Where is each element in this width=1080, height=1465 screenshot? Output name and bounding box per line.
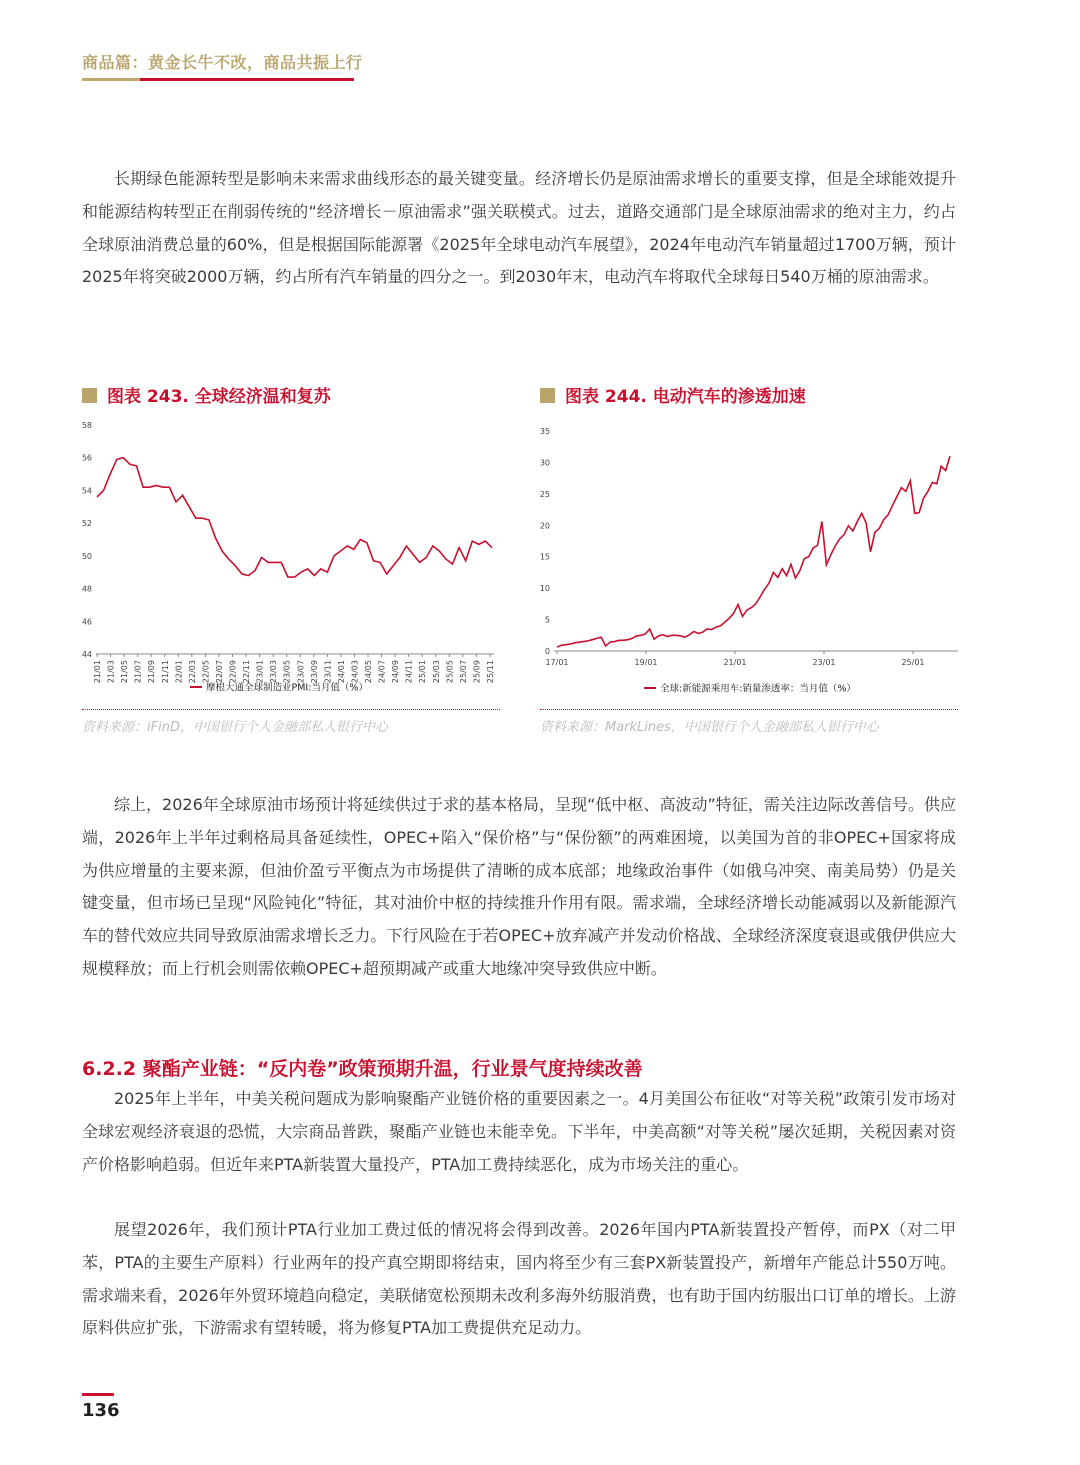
y-tick-label: 15 <box>540 552 550 562</box>
footer-accent-line <box>82 1393 114 1396</box>
chart-244-divider <box>540 709 958 710</box>
x-tick-label: 23/11 <box>323 660 333 684</box>
chart-243-title-text: 图表 243. 全球经济温和复苏 <box>107 387 331 407</box>
y-tick-label: 58 <box>82 421 92 430</box>
y-tick-label: 50 <box>82 551 92 561</box>
y-tick-label: 52 <box>82 519 92 529</box>
x-tick-label: 19/01 <box>634 658 658 667</box>
x-tick-label: 23/03 <box>269 660 279 684</box>
section-heading: 6.2.2 聚酯产业链：“反内卷”政策预期升温，行业景气度持续改善 <box>82 1058 643 1080</box>
header-title: 商品篇：黄金长牛不改，商品共振上行 <box>82 53 363 72</box>
y-tick-label: 35 <box>540 427 550 436</box>
chart-243-plot <box>82 414 502 704</box>
x-tick-label: 25/11 <box>485 660 495 684</box>
x-tick-label: 22/05 <box>201 660 211 684</box>
chart-243-source: 资料来源：iFinD，中国银行个人金融部私人银行中心 <box>82 720 388 735</box>
x-tick-label: 21/11 <box>160 660 170 684</box>
x-tick-label: 25/03 <box>431 660 441 684</box>
x-tick-label: 21/07 <box>133 660 143 684</box>
chart-243-title <box>82 382 331 407</box>
x-tick-label: 24/01 <box>336 660 346 684</box>
y-tick-label: 48 <box>82 584 92 594</box>
header-divider-accent <box>140 78 354 81</box>
x-tick-label: 25/01 <box>418 660 428 684</box>
x-tick-label: 22/11 <box>242 660 252 684</box>
y-tick-label: 25 <box>540 489 550 499</box>
header-divider <box>82 78 354 81</box>
y-tick-label: 56 <box>82 453 92 463</box>
title-square-icon <box>540 388 555 403</box>
y-tick-label: 10 <box>540 584 550 594</box>
x-tick-label: 24/09 <box>391 660 401 684</box>
paragraph-2: 综上，2026年全球原油市场预计将延续供过于求的基本格局，呈现“低中枢、高波动”特征，需关注边际改善信号。供应端，2026年上半年过剩格局具备延续性，OPEC+陷入“保价格”与“保份额”的两难困境，以美国为首的非OPEC+国家将成为供应增量的主要来源，但油价盈亏平衡点为市场提供了清晰的成本底部；地缘政治事件（如俄乌冲突、南美局势）仍是关键变量，但市场已呈现“风险钝化”特征，其对油价中枢的持续推升作用有限。需求端，全球经济增长动能减弱以及新能源汽车的替代效应共同导致原油需求增长乏力。下行风险在于若OPEC+放弃减产并发动价格战、全球经济深度衰退或俄伊供应大规模释放；而上行机会则需依赖OPEC+超预期减产或重大地缘冲突导致供应中断。 <box>82 795 956 978</box>
legend-label: 摩根大通全球制造业PMI:当月值（%） <box>206 682 368 694</box>
x-tick-label: 25/09 <box>472 660 482 684</box>
x-tick-label: 21/01 <box>93 660 102 684</box>
x-tick-label: 24/11 <box>404 660 414 684</box>
x-tick-label: 21/09 <box>147 660 157 684</box>
legend-label: 全球:新能源乘用车:销量渗透率：当月值（%） <box>660 683 856 695</box>
chart-244-source: 资料来源：MarkLines，中国银行个人金融部私人银行中心 <box>540 720 879 735</box>
x-tick-label: 24/03 <box>350 660 360 684</box>
chart-243-divider <box>82 709 500 710</box>
x-tick-label: 17/01 <box>545 658 569 667</box>
chart-244-plot <box>540 414 960 704</box>
title-square-icon <box>82 388 97 403</box>
paragraph-1: 长期绿色能源转型是影响未来需求曲线形态的最关键变量。经济增长仍是原油需求增长的重要支撑，但是全球能效提升和能源结构转型正在削弱传统的“经济增长－原油需求”强关联模式。过去，道路交通部门是全球原油需求的绝对主力，约占全球原油消费总量的60%，但是根据国际能源署《2025年全球电动汽车展望》，2024年电动汽车销量超过1700万辆，预计2025年将突破2000万辆，约占所有汽车销量的四分之一。到2030年末，电动汽车将取代全球每日540万桶的原油需求。 <box>82 169 956 287</box>
x-tick-label: 21/01 <box>723 658 747 667</box>
x-tick-label: 22/07 <box>214 660 224 684</box>
x-tick-label: 21/03 <box>106 660 116 684</box>
chart-244 <box>540 378 960 738</box>
x-tick-label: 22/01 <box>174 660 184 684</box>
x-tick-label: 24/07 <box>377 660 387 684</box>
chart-244-title <box>540 382 806 407</box>
paragraph-4: 展望2026年，我们预计PTA行业加工费过低的情况将会得到改善。2026年国内PTA新装置投产暂停，而PX（对二甲苯，PTA的主要生产原料）行业两年的投产真空期即将结束，国内将至少有三套PX新装置投产，新增年产能总计550万吨。需求端来看，2026年外贸环境趋向稳定，美联储宽松预期未改利多海外纺服消费，也有助于国内纺服出口订单的增长。上游原料供应扩张，下游需求有望转暖，将为修复PTA加工费提供充足动力。 <box>82 1220 956 1338</box>
y-tick-label: 54 <box>82 486 92 496</box>
x-tick-label: 24/05 <box>364 660 373 684</box>
x-tick-label: 25/05 <box>445 660 455 684</box>
chart-244-title-text: 图表 244. 电动汽车的渗透加速 <box>565 387 806 407</box>
y-tick-label: 0 <box>544 647 550 656</box>
y-tick-label: 44 <box>82 650 92 659</box>
y-tick-label: 5 <box>544 615 550 625</box>
chart-243 <box>82 378 502 738</box>
y-tick-label: 30 <box>540 458 550 468</box>
x-tick-label: 21/05 <box>120 660 130 684</box>
series-line <box>97 458 492 577</box>
x-tick-label: 23/07 <box>296 660 306 684</box>
y-tick-label: 46 <box>82 617 92 627</box>
x-tick-label: 25/01 <box>901 658 925 667</box>
x-tick-label: 23/01 <box>812 658 836 667</box>
paragraph-3: 2025年上半年，中美关税问题成为影响聚酯产业链价格的重要因素之一。4月美国公布征收“对等关税”政策引发市场对全球宏观经济衰退的恐慌，大宗商品普跌，聚酯产业链也未能幸免。下半年，中美高额“对等关税”屡次延期，关税因素对资产价格影响趋弱。但近年来PTA新装置大量投产，PTA加工费持续恶化，成为市场关注的重心。 <box>82 1089 956 1174</box>
x-tick-label: 22/09 <box>228 660 238 684</box>
x-tick-label: 25/07 <box>458 660 468 684</box>
x-tick-label: 22/03 <box>187 660 197 684</box>
page-header <box>82 50 363 73</box>
x-tick-label: 23/01 <box>255 660 265 684</box>
y-tick-label: 20 <box>540 521 550 531</box>
series-line <box>557 456 950 647</box>
x-tick-label: 23/09 <box>309 660 319 684</box>
x-tick-label: 23/05 <box>282 660 292 684</box>
page-number: 136 <box>82 1400 120 1421</box>
